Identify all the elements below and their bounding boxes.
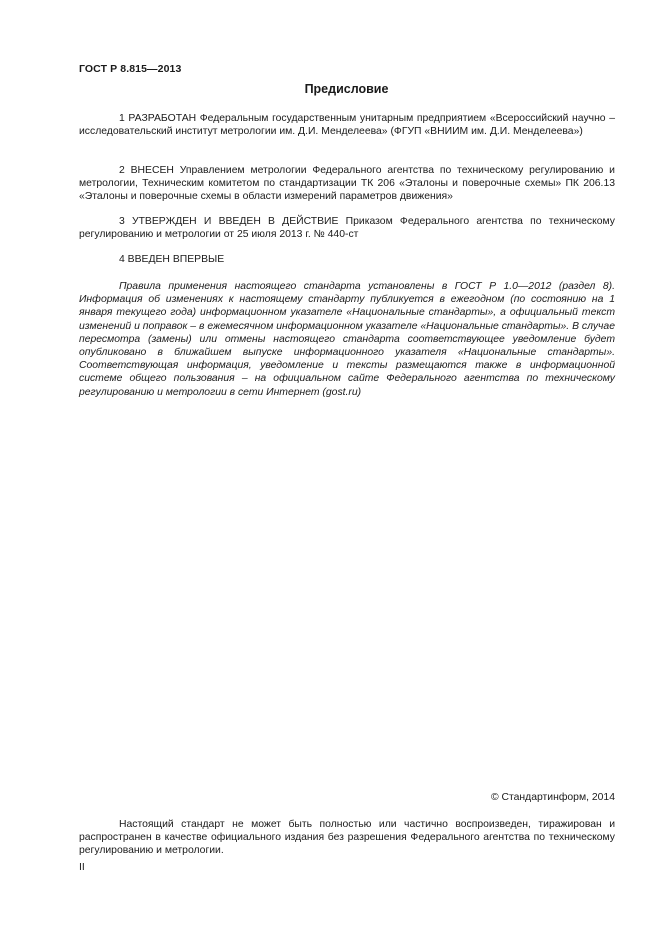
paragraph-introduced: 2 ВНЕСЕН Управлением метрологии Федерального агентства по техническому регулированию и метрологии, Техническим комитетом по стандартизации ТК 206 «Эталоны и поверочные схемы» ПК 206.13 «Эталоны и поверочные схемы в области измерений параметров движения» <box>79 165 615 203</box>
preface-title-text: Предисловие <box>304 82 389 96</box>
preface-title <box>0 82 661 96</box>
paragraph-first-introduced: 4 ВВЕДЕН ВПЕРВЫЕ <box>119 254 225 265</box>
page-number: II <box>79 862 85 873</box>
copyright-notice: © Стандартинформ, 2014 <box>490 792 615 803</box>
paragraph-approved: 3 УТВЕРЖДЕН И ВВЕДЕН В ДЕЙСТВИЕ Приказом Федерального агентства по техническому регулированию и метрологии от 25 июля 2013 г. № 440-ст <box>79 216 615 241</box>
document-code: ГОСТ Р 8.815—2013 <box>79 63 182 75</box>
paragraph-developed: 1 РАЗРАБОТАН Федеральным государственным унитарным предприятием «Всероссийский научно – исследовательский институт метрологии им. Д.И. Менделеева» (ФГУП «ВНИИМ им. Д.И. Менделеева») <box>79 113 615 138</box>
paragraph-application-rules: Правила применения настоящего стандарта установлены в ГОСТ Р 1.0—2012 (раздел 8). Информация об изменениях к настоящему стандарту публикуется в ежегодном (по состоянию на 1 января текущего года) информационном указателе «Национальные стандарты», а официальный текст изменений и поправок – в ежемесячном информационном указателе «Национальные стандарты». В случае пересмотра (замены) или отмены настоящего стандарта соответствующее уведомление будет опубликовано в ближайшем выпуске информационного указателя «Национальные стандарты». Соответствующая информация, уведомление и тексты размещаются также в информационной системе общего пользования – на официальном сайте Федерального агентства по техническому регулированию и метрологии в сети Интернет (gost.ru) <box>79 281 615 398</box>
reproduction-notice: Настоящий стандарт не может быть полностью или частично воспроизведен, тиражирован и распространен в качестве официального издания без разрешения Федерального агентства по техническому регулированию и метрологии. <box>79 819 615 857</box>
